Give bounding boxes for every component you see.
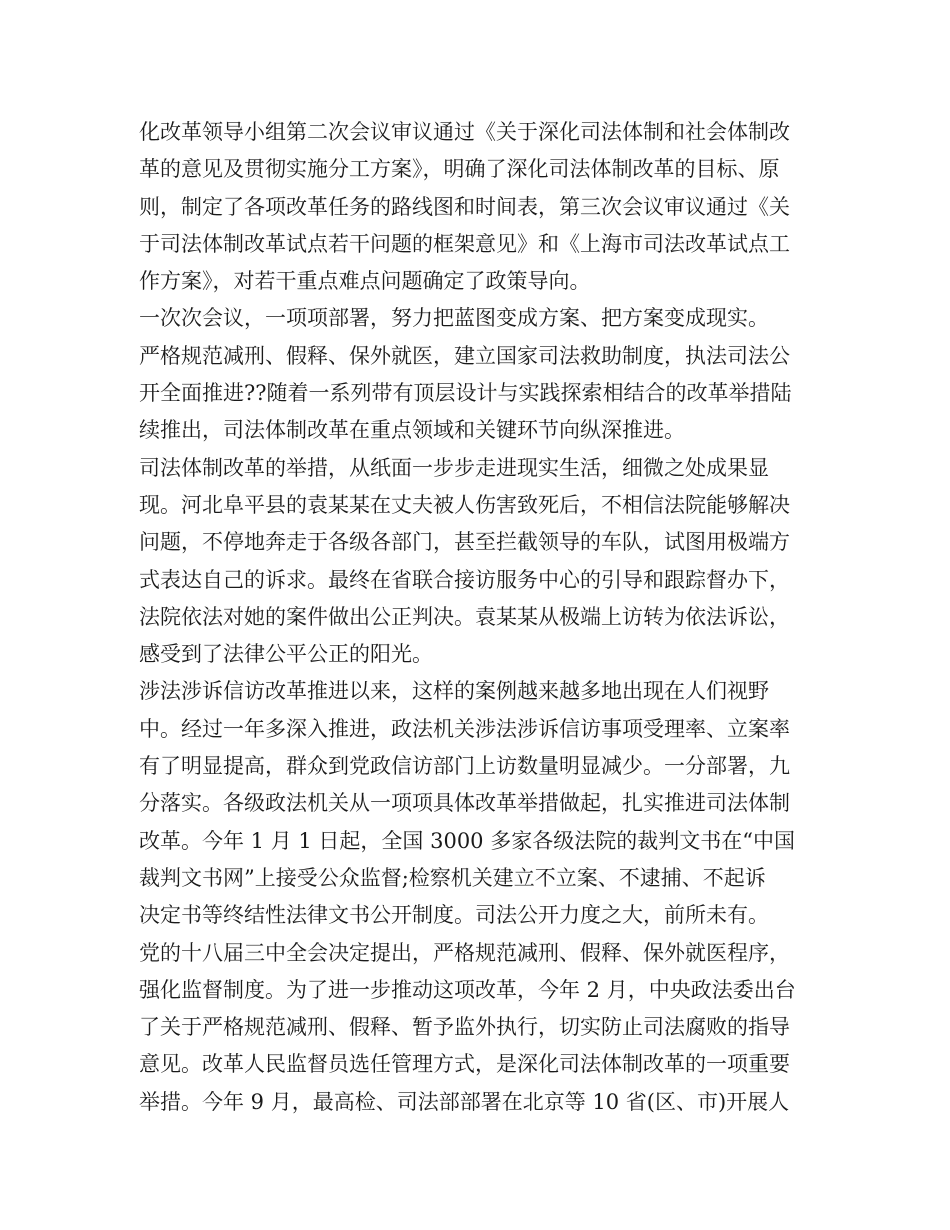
text-line: 严格规范减刑、假释、保外就医，建立国家司法救助制度，执法司法公 [139, 343, 790, 368]
text-line: 一次次会议，一项项部署，努力把蓝图变成方案、把方案变成现实。 [139, 306, 769, 331]
text-line: 强化监督制度。为了进一步推动这项改革，今年 2 月，中央政法委出台 [139, 977, 796, 1002]
text-line: 了关于严格规范减刑、假释、暂予监外执行，切实防止司法腐败的指导 [139, 1015, 790, 1040]
text-line: 感受到了法律公平公正的阳光。 [139, 642, 433, 667]
text-line: 作方案》，对若干重点难点问题确定了政策导向。 [139, 269, 591, 294]
text-line: 现。河北阜平县的袁某某在丈夫被人伤害致死后，不相信法院能够解决 [139, 492, 790, 517]
text-line: 涉法涉诉信访改革推进以来，这样的案例越来越多地出现在人们视野 [139, 679, 769, 704]
text-line: 法院依法对她的案件做出公正判决。袁某某从极端上访转为依法诉讼， [139, 604, 790, 629]
text-line: 革的意见及贯彻实施分工方案》，明确了深化司法体制改革的目标、原 [139, 157, 780, 182]
text-line: 党的十八届三中全会决定提出，严格规范减刑、假释、保外就医程序， [139, 940, 790, 965]
text-line: 意见。改革人民监督员选任管理方式，是深化司法体制改革的一项重要 [139, 1052, 790, 1077]
text-line: 分落实。各级政法机关从一项项具体改革举措做起，扎实推进司法体制 [139, 791, 790, 816]
text-line: 于司法体制改革试点若干问题的框架意见》和《上海市司法改革试点工 [139, 231, 790, 256]
text-line: 司法体制改革的举措，从纸面一步步走进现实生活，细微之处成果显 [139, 455, 769, 480]
text-line: 决定书等终结性法律文书公开制度。司法公开力度之大，前所未有。 [139, 903, 769, 928]
text-line: 中。经过一年多深入推进，政法机关涉法涉诉信访事项受理率、立案率 [139, 716, 790, 741]
text-line: 举措。今年 9 月，最高检、司法部部署在北京等 10 省(区、市)开展人 [139, 1089, 790, 1114]
text-line: 化改革领导小组第二次会议审议通过《关于深化司法体制和社会体制改 [139, 120, 790, 144]
text-line: 式表达自己的诉求。最终在省联合接访服务中心的引导和跟踪督办下， [139, 567, 790, 592]
text-line: 改革。今年 1 月 1 日起，全国 3000 多家各级法院的裁判文书在“中国 [139, 828, 795, 853]
text-line: 则，制定了各项改革任务的路线图和时间表，第三次会议审议通过《关 [139, 194, 790, 219]
text-line: 问题，不停地奔走于各级各部门，甚至拦截领导的车队，试图用极端方 [139, 530, 790, 555]
text-line: 有了明显提高，群众到党政信访部门上访数量明显减少。一分部署，九 [139, 754, 790, 779]
text-line: 开全面推进??随着一系列带有顶层设计与实践探索相结合的改革举措陆 [139, 381, 792, 406]
text-line: 裁判文书网”上接受公众监督;检察机关建立不立案、不逮捕、不起诉 [139, 865, 766, 890]
body-text [139, 114, 829, 1121]
text-line: 续推出，司法体制改革在重点领域和关键环节向纵深推进。 [139, 418, 685, 443]
